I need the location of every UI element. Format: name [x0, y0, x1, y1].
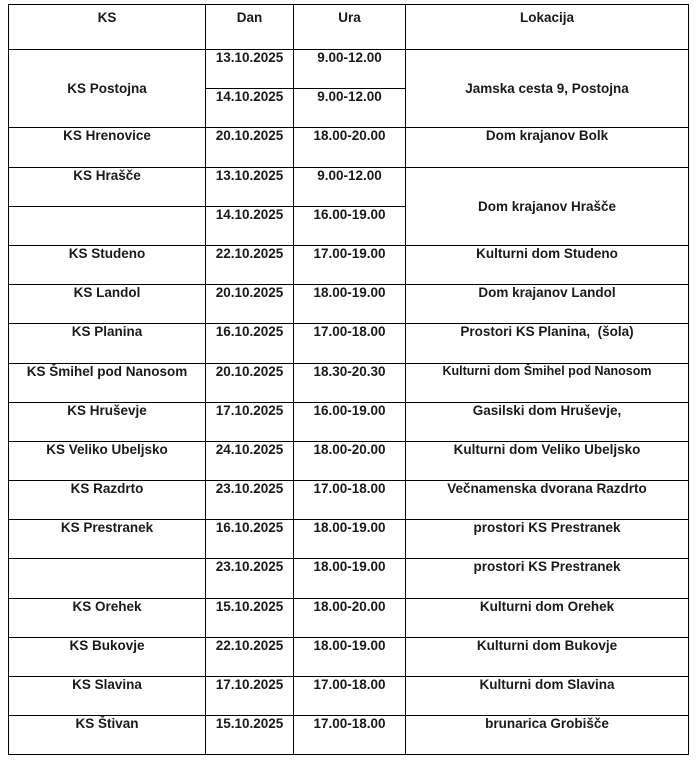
cell-ks: KS Planina	[9, 324, 206, 363]
cell-dan: 22.10.2025	[206, 245, 294, 284]
table-row	[9, 637, 689, 676]
cell-dan: 15.10.2025	[206, 598, 294, 637]
cell-ks: KS Štivan	[9, 716, 206, 755]
cell-ks	[9, 206, 206, 245]
cell-ks: KS Prestranek	[9, 520, 206, 559]
cell-ura: 18.00-19.00	[294, 285, 406, 324]
cell-ura: 18.00-19.00	[294, 520, 406, 559]
cell-lokacija: Gasilski dom Hruševje,	[406, 402, 689, 441]
cell-ks: KS Šmihel pod Nanosom	[9, 363, 206, 402]
cell-ura: 18.00-20.00	[294, 598, 406, 637]
table-row	[9, 50, 689, 89]
cell-ura: 18.00-20.00	[294, 441, 406, 480]
table-row	[9, 402, 689, 441]
cell-ura: 17.00-18.00	[294, 716, 406, 755]
cell-ks	[9, 559, 206, 598]
cell-lokacija: Dom krajanov Landol	[406, 285, 689, 324]
cell-dan: 13.10.2025	[206, 167, 294, 206]
table-row	[9, 441, 689, 480]
table-row	[9, 128, 689, 167]
cell-ura: 18.00-19.00	[294, 637, 406, 676]
cell-lokacija: Kulturni dom Bukovje	[406, 637, 689, 676]
cell-ura: 18.00-19.00	[294, 559, 406, 598]
cell-lokacija: Prostori KS Planina, (šola)	[406, 324, 689, 363]
header-ura: Ura	[294, 5, 406, 50]
cell-ura: 9.00-12.00	[294, 89, 406, 128]
cell-ks: KS Razdrto	[9, 481, 206, 520]
header-dan: Dan	[206, 5, 294, 50]
cell-ura: 17.00-18.00	[294, 324, 406, 363]
cell-ura: 17.00-19.00	[294, 245, 406, 284]
cell-dan: 14.10.2025	[206, 89, 294, 128]
schedule-table	[8, 4, 689, 755]
cell-dan: 22.10.2025	[206, 637, 294, 676]
cell-ura: 18.00-20.00	[294, 128, 406, 167]
table-row	[9, 520, 689, 559]
cell-dan: 20.10.2025	[206, 363, 294, 402]
cell-lokacija: Večnamenska dvorana Razdrto	[406, 481, 689, 520]
cell-lokacija: Jamska cesta 9, Postojna	[406, 50, 689, 128]
header-ks: KS	[9, 5, 206, 50]
cell-lokacija: Kulturni dom Orehek	[406, 598, 689, 637]
cell-lokacija: Kulturni dom Veliko Ubeljsko	[406, 441, 689, 480]
cell-dan: 15.10.2025	[206, 716, 294, 755]
table-row	[9, 363, 689, 402]
cell-lokacija: brunarica Grobišče	[406, 716, 689, 755]
cell-ks: KS Landol	[9, 285, 206, 324]
cell-ks: KS Postojna	[9, 50, 206, 128]
cell-dan: 16.10.2025	[206, 324, 294, 363]
table-row	[9, 285, 689, 324]
cell-lokacija: Dom krajanov Bolk	[406, 128, 689, 167]
cell-ura: 18.30-20.30	[294, 363, 406, 402]
table-row	[9, 481, 689, 520]
cell-dan: 16.10.2025	[206, 520, 294, 559]
cell-dan: 23.10.2025	[206, 559, 294, 598]
table-row	[9, 324, 689, 363]
cell-lokacija: Dom krajanov Hrašče	[406, 167, 689, 245]
cell-ks: KS Bukovje	[9, 637, 206, 676]
table-row	[9, 598, 689, 637]
header-row	[9, 5, 689, 50]
cell-dan: 24.10.2025	[206, 441, 294, 480]
cell-ura: 16.00-19.00	[294, 402, 406, 441]
cell-ura: 16.00-19.00	[294, 206, 406, 245]
table-row	[9, 716, 689, 755]
table-row	[9, 245, 689, 284]
cell-ks: KS Slavina	[9, 677, 206, 716]
cell-dan: 13.10.2025	[206, 50, 294, 89]
cell-dan: 17.10.2025	[206, 402, 294, 441]
header-lokacija: Lokacija	[406, 5, 689, 50]
cell-lokacija: prostori KS Prestranek	[406, 520, 689, 559]
cell-ks: KS Hrenovice	[9, 128, 206, 167]
cell-ks: KS Orehek	[9, 598, 206, 637]
cell-lokacija: Kulturni dom Šmihel pod Nanosom	[406, 363, 689, 402]
table-row	[9, 167, 689, 206]
cell-dan: 20.10.2025	[206, 285, 294, 324]
cell-ura: 17.00-18.00	[294, 677, 406, 716]
cell-ura: 9.00-12.00	[294, 50, 406, 89]
cell-ks: KS Studeno	[9, 245, 206, 284]
cell-ks: KS Hruševje	[9, 402, 206, 441]
cell-lokacija: Kulturni dom Slavina	[406, 677, 689, 716]
cell-ks: KS Veliko Ubeljsko	[9, 441, 206, 480]
cell-ura: 9.00-12.00	[294, 167, 406, 206]
cell-ks: KS Hrašče	[9, 167, 206, 206]
cell-dan: 23.10.2025	[206, 481, 294, 520]
cell-lokacija: prostori KS Prestranek	[406, 559, 689, 598]
table-row	[9, 677, 689, 716]
cell-lokacija: Kulturni dom Studeno	[406, 245, 689, 284]
cell-dan: 20.10.2025	[206, 128, 294, 167]
table-row	[9, 559, 689, 598]
cell-ura: 17.00-18.00	[294, 481, 406, 520]
cell-dan: 17.10.2025	[206, 677, 294, 716]
cell-dan: 14.10.2025	[206, 206, 294, 245]
